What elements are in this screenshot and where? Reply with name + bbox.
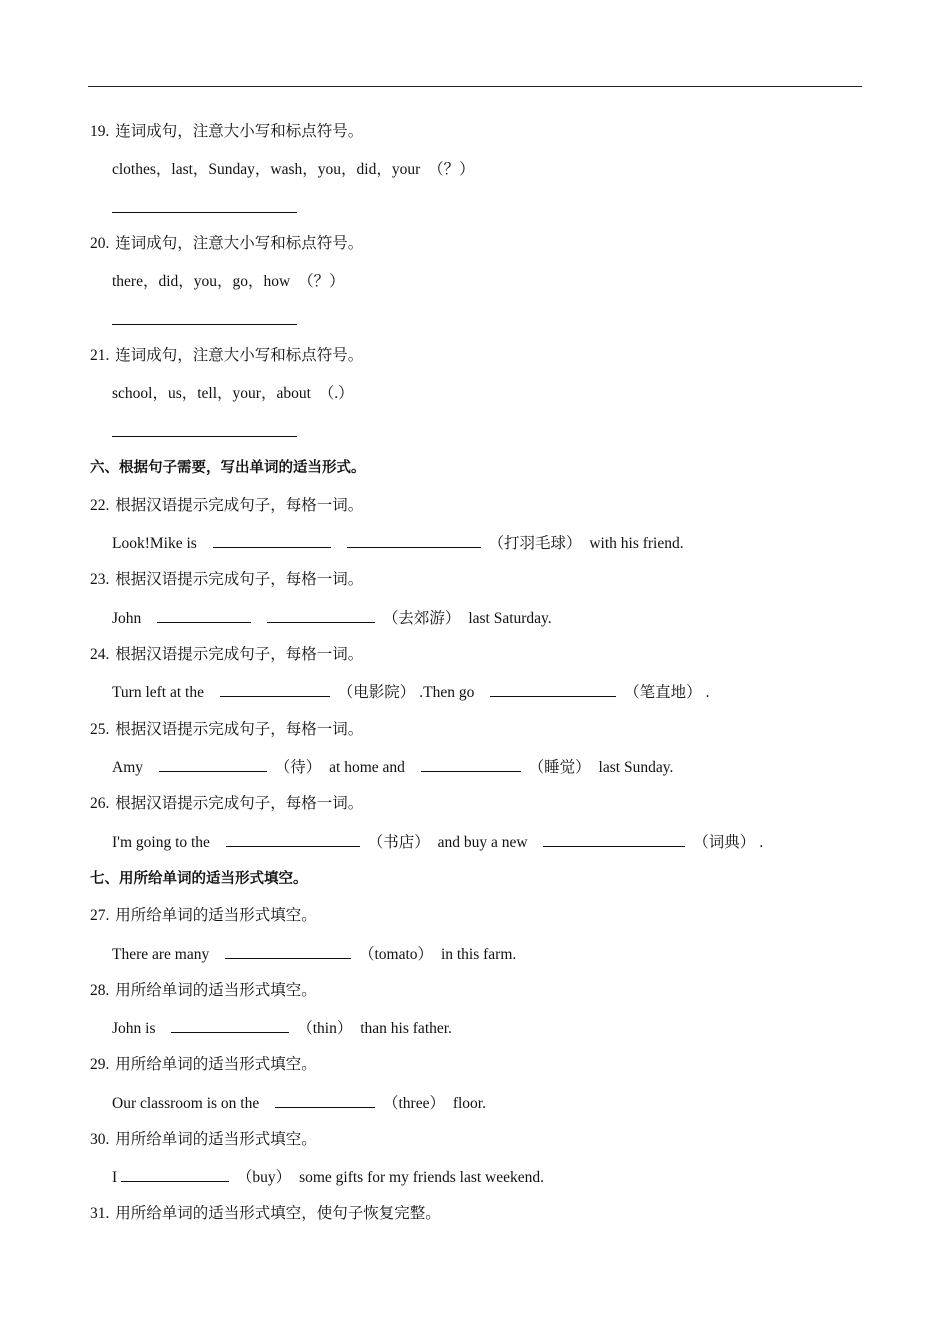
word-hint: （three） xyxy=(382,1095,445,1112)
question-instruction: 根据汉语提示完成句子，每格一词。 xyxy=(115,795,364,812)
chinese-hint: （待） xyxy=(274,759,322,776)
chinese-hint: （打羽毛球） xyxy=(488,535,582,552)
question-number: 21. xyxy=(90,347,110,364)
scrambled-words: clothes，last，Sunday，wash，you，did，your xyxy=(112,161,421,178)
blank-input[interactable] xyxy=(490,682,616,697)
sentence-text: Our classroom is on the xyxy=(112,1095,260,1112)
sentence-text: with his friend. xyxy=(589,535,684,552)
question-number: 25. xyxy=(90,721,110,738)
question-instruction: 连词成句，注意大小写和标点符号。 xyxy=(115,235,364,252)
sentence-text: . xyxy=(705,684,710,701)
question-number: 28. xyxy=(90,982,110,999)
word-list-19 xyxy=(112,160,479,180)
blank-input[interactable] xyxy=(157,608,251,623)
question-number: 26. xyxy=(90,795,110,812)
question-26 xyxy=(90,794,363,814)
question-number: 19. xyxy=(90,123,110,140)
question-instruction: 用所给单词的适当形式填空。 xyxy=(115,1131,317,1148)
scrambled-words: school，us，tell，your，about xyxy=(112,385,311,402)
section-6-title: 六、根据句子需要，写出单词的适当形式。 xyxy=(90,460,366,476)
section-7-title: 七、用所给单词的适当形式填空。 xyxy=(90,871,308,887)
question-number: 27. xyxy=(90,907,110,924)
question-instruction: 连词成句，注意大小写和标点符号。 xyxy=(115,347,364,364)
question-number: 23. xyxy=(90,571,110,588)
sentence-text: last Sunday. xyxy=(598,759,674,776)
sentence-30 xyxy=(112,1167,544,1188)
question-number: 24. xyxy=(90,646,110,663)
sentence-text: I'm going to the xyxy=(112,834,210,851)
word-list-20 xyxy=(112,272,349,292)
answer-line-20[interactable] xyxy=(112,324,297,325)
blank-input[interactable] xyxy=(347,533,481,548)
word-hint: （tomato） xyxy=(359,946,434,963)
chinese-hint: （电影院） xyxy=(337,684,416,701)
blank-input[interactable] xyxy=(220,682,330,697)
question-20 xyxy=(90,234,363,254)
sentence-text: John is xyxy=(112,1020,156,1037)
question-24 xyxy=(90,645,363,665)
punctuation-hint: （？） xyxy=(298,273,345,290)
sentence-text: and buy a new xyxy=(437,834,528,851)
sentence-text: . xyxy=(759,834,764,851)
question-number: 30. xyxy=(90,1131,110,1148)
blank-input[interactable] xyxy=(226,832,360,847)
chinese-hint: （睡觉） xyxy=(528,759,591,776)
question-number: 31. xyxy=(90,1205,110,1222)
sentence-22 xyxy=(112,533,684,554)
scrambled-words: there，did，you，go，how xyxy=(112,273,291,290)
question-instruction: 根据汉语提示完成句子，每格一词。 xyxy=(115,497,364,514)
blank-input[interactable] xyxy=(421,757,521,772)
word-list-21 xyxy=(112,384,358,404)
sentence-text: I xyxy=(112,1169,118,1186)
question-number: 20. xyxy=(90,235,110,252)
chinese-hint: （去郊游） xyxy=(382,610,461,627)
sentence-23 xyxy=(112,608,552,629)
blank-input[interactable] xyxy=(159,757,267,772)
blank-input[interactable] xyxy=(121,1167,229,1182)
question-21 xyxy=(90,346,363,366)
question-instruction: 根据汉语提示完成句子，每格一词。 xyxy=(115,571,364,588)
sentence-29 xyxy=(112,1093,486,1114)
question-instruction: 用所给单词的适当形式填空。 xyxy=(115,907,317,924)
sentence-text: some gifts for my friends last weekend. xyxy=(299,1169,544,1186)
question-25 xyxy=(90,720,363,740)
sentence-text: Turn left at the xyxy=(112,684,204,701)
blank-input[interactable] xyxy=(225,944,351,959)
question-instruction: 根据汉语提示完成句子，每格一词。 xyxy=(115,721,364,738)
sentence-text: .Then go xyxy=(419,684,475,701)
sentence-text: John xyxy=(112,610,142,627)
blank-input[interactable] xyxy=(267,608,375,623)
question-28 xyxy=(90,981,317,1001)
sentence-text: floor. xyxy=(452,1095,486,1112)
sentence-28 xyxy=(112,1018,452,1039)
question-instruction: 用所给单词的适当形式填空，使句子恢复完整。 xyxy=(115,1205,441,1222)
sentence-text: in this farm. xyxy=(440,946,517,963)
question-31 xyxy=(90,1204,441,1224)
sentence-25 xyxy=(112,757,673,778)
sentence-27 xyxy=(112,944,516,965)
word-hint: （buy） xyxy=(236,1169,292,1186)
punctuation-hint: （？） xyxy=(428,161,475,178)
blank-input[interactable] xyxy=(543,832,685,847)
answer-line-19[interactable] xyxy=(112,212,297,213)
punctuation-hint: （.） xyxy=(318,385,354,402)
sentence-26 xyxy=(112,832,763,853)
question-instruction: 用所给单词的适当形式填空。 xyxy=(115,1056,317,1073)
question-19 xyxy=(90,122,363,142)
question-30 xyxy=(90,1130,317,1150)
blank-input[interactable] xyxy=(171,1018,289,1033)
sentence-text: than his father. xyxy=(360,1020,452,1037)
chinese-hint: （书店） xyxy=(367,834,430,851)
chinese-hint: （词典） xyxy=(693,834,756,851)
blank-input[interactable] xyxy=(213,533,331,548)
question-instruction: 连词成句，注意大小写和标点符号。 xyxy=(115,123,364,140)
sentence-24 xyxy=(112,682,710,703)
question-27 xyxy=(90,906,317,926)
question-29 xyxy=(90,1055,317,1075)
sentence-text: There are many xyxy=(112,946,210,963)
header-rule xyxy=(88,86,862,87)
answer-line-21[interactable] xyxy=(112,436,297,437)
question-number: 22. xyxy=(90,497,110,514)
chinese-hint: （笔直地） xyxy=(624,684,702,701)
sentence-text: at home and xyxy=(329,759,405,776)
question-instruction: 根据汉语提示完成句子，每格一词。 xyxy=(115,646,364,663)
blank-input[interactable] xyxy=(275,1093,375,1108)
question-instruction: 用所给单词的适当形式填空。 xyxy=(115,982,317,999)
sentence-text: last Saturday. xyxy=(468,610,552,627)
question-number: 29. xyxy=(90,1056,110,1073)
sentence-text: Look!Mike is xyxy=(112,535,197,552)
word-hint: （thin） xyxy=(297,1020,353,1037)
question-22 xyxy=(90,496,363,516)
question-23 xyxy=(90,570,363,590)
sentence-text: Amy xyxy=(112,759,143,776)
